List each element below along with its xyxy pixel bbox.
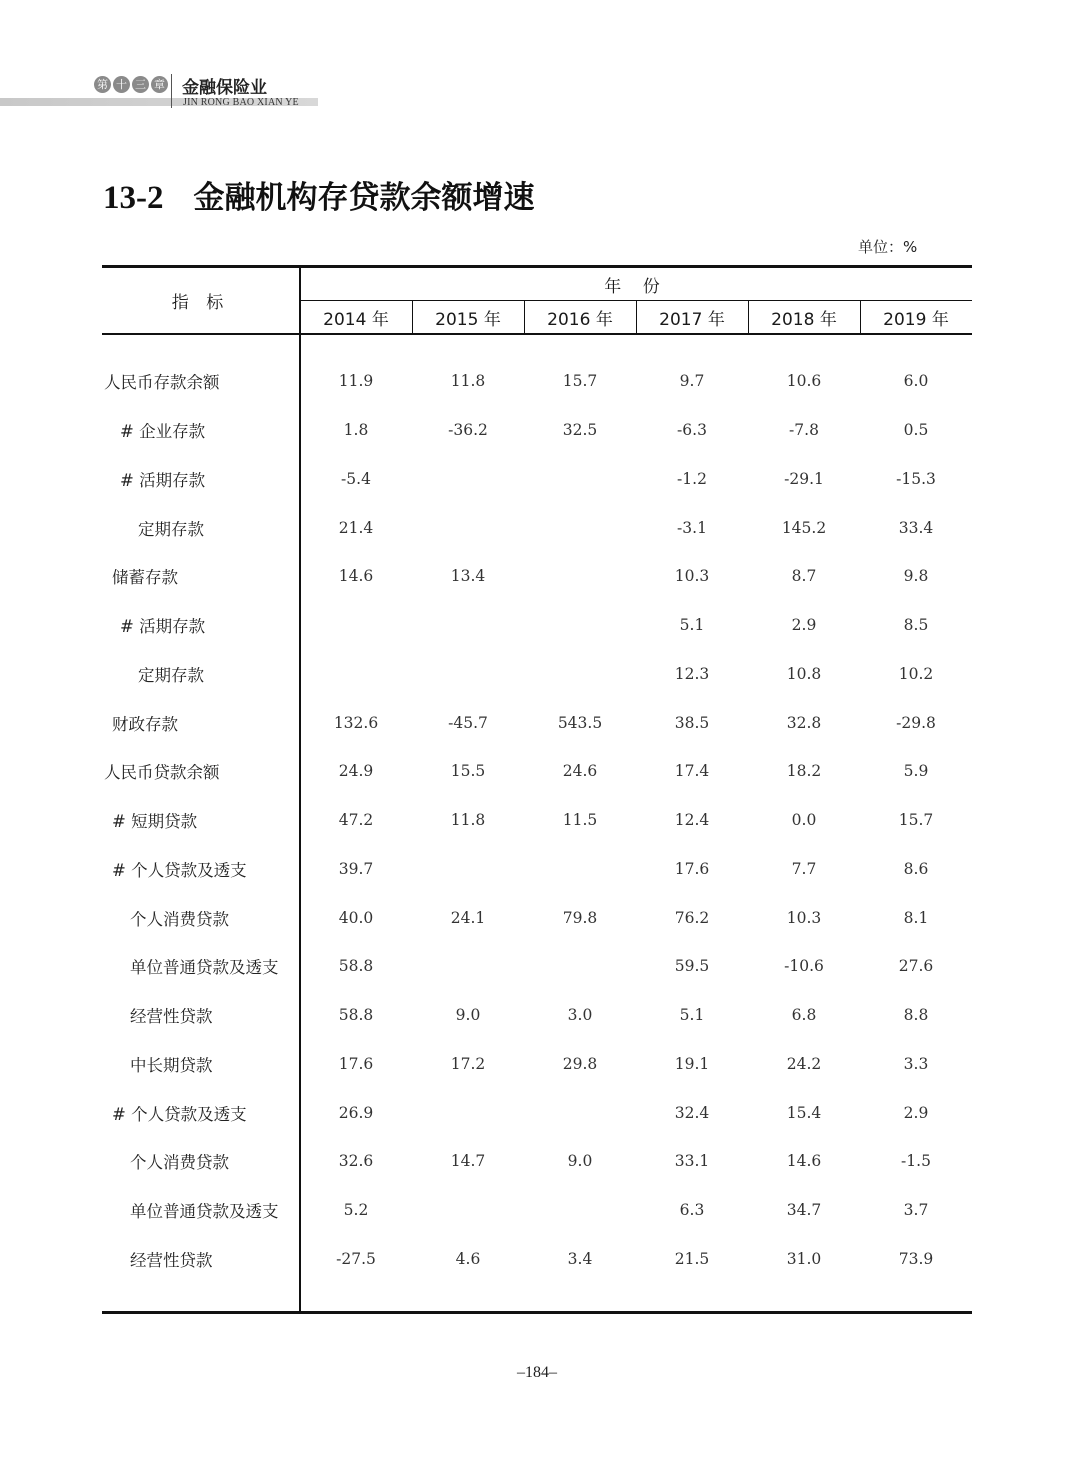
value-cell <box>524 1104 636 1122</box>
value-cell: 17.4 <box>674 762 710 781</box>
value-cell: 0.5 <box>903 421 929 440</box>
table-bottom-rule <box>102 1311 972 1314</box>
value-cell <box>300 665 412 683</box>
row-label: # 活期存款 <box>120 617 206 637</box>
table-row <box>102 698 972 747</box>
value-cell: 6.8 <box>791 1006 817 1025</box>
value-cell: 3.7 <box>903 1201 929 1220</box>
value-cell: 8.7 <box>791 567 817 586</box>
value-cell: -29.8 <box>896 713 936 732</box>
value-cell: 26.9 <box>338 1103 374 1122</box>
value-cell: 5.1 <box>679 616 705 635</box>
row-values <box>300 957 972 975</box>
row-values <box>300 762 972 780</box>
value-cell <box>300 616 412 634</box>
value-cell: 32.4 <box>674 1103 710 1122</box>
table-row <box>102 1137 972 1186</box>
value-cell: 24.6 <box>562 762 598 781</box>
value-cell <box>412 665 524 683</box>
row-label: # 活期存款 <box>120 470 206 490</box>
row-label: # 短期贷款 <box>112 812 198 832</box>
value-cell: 21.4 <box>338 518 374 537</box>
page-title <box>103 172 535 217</box>
table-row <box>102 747 972 796</box>
row-values <box>300 909 972 927</box>
value-cell: 32.5 <box>562 421 598 440</box>
chapter-badge <box>94 76 168 93</box>
chapter-char: 章 <box>151 76 168 93</box>
value-cell: -36.2 <box>448 421 488 440</box>
value-cell: -15.3 <box>896 469 936 488</box>
value-cell: 29.8 <box>562 1054 598 1073</box>
value-cell <box>412 1201 524 1219</box>
row-label: 人民币贷款余额 <box>104 763 220 783</box>
value-cell: 24.9 <box>338 762 374 781</box>
value-cell: -7.8 <box>789 421 819 440</box>
value-cell: 5.2 <box>343 1201 369 1220</box>
value-cell: 15.7 <box>562 372 598 391</box>
value-cell: 14.7 <box>450 1152 486 1171</box>
value-cell: 17.6 <box>338 1054 374 1073</box>
value-cell: 12.4 <box>674 811 710 830</box>
value-cell <box>524 665 636 683</box>
year-header-row <box>300 301 972 333</box>
year-header-cell: 2014 年 <box>323 309 389 330</box>
value-cell: 8.5 <box>903 616 929 635</box>
row-label: 个人消费贷款 <box>130 1153 229 1173</box>
value-cell: 2.9 <box>791 616 817 635</box>
row-label: 经营性贷款 <box>130 1250 213 1270</box>
row-values <box>300 421 972 439</box>
value-cell <box>524 1201 636 1219</box>
row-values <box>300 1152 972 1170</box>
value-cell: 17.2 <box>450 1054 486 1073</box>
year-header-cell: 2019 年 <box>883 309 949 330</box>
value-cell: 3.4 <box>567 1249 593 1268</box>
value-cell: -1.5 <box>901 1152 931 1171</box>
value-cell: 8.6 <box>903 859 929 878</box>
value-cell <box>412 957 524 975</box>
indicator-header: 指 标 <box>171 293 230 313</box>
value-cell: 58.8 <box>338 1006 374 1025</box>
value-cell: 14.6 <box>786 1152 822 1171</box>
value-cell: 11.8 <box>450 372 486 391</box>
value-cell: 21.5 <box>674 1249 710 1268</box>
year-header-cell: 2018 年 <box>771 309 837 330</box>
row-label: 个人消费贷款 <box>130 909 229 929</box>
table-row <box>102 1088 972 1137</box>
value-cell: 24.2 <box>786 1054 822 1073</box>
value-cell: 15.5 <box>450 762 486 781</box>
value-cell: 10.8 <box>786 664 822 683</box>
value-cell: 3.3 <box>903 1054 929 1073</box>
value-cell: 17.6 <box>674 859 710 878</box>
value-cell: 10.2 <box>898 664 934 683</box>
table-body <box>102 357 972 1283</box>
value-cell: 15.7 <box>898 811 934 830</box>
row-values <box>300 616 972 634</box>
value-cell: -6.3 <box>677 421 707 440</box>
value-cell: 34.7 <box>786 1201 822 1220</box>
row-label: 定期存款 <box>138 665 204 685</box>
page-number: –184– <box>517 1364 557 1381</box>
row-label: 定期存款 <box>138 519 204 539</box>
table-row <box>102 942 972 991</box>
value-cell: 10.3 <box>786 908 822 927</box>
value-cell: 15.4 <box>786 1103 822 1122</box>
value-cell: 40.0 <box>338 908 374 927</box>
value-cell: -5.4 <box>341 469 371 488</box>
value-cell: 33.4 <box>898 518 934 537</box>
value-cell <box>412 860 524 878</box>
section-title-en: JIN RONG BAO XIAN YE <box>183 97 299 108</box>
table-row <box>102 893 972 942</box>
value-cell: 12.3 <box>674 664 710 683</box>
header-divider <box>171 74 172 108</box>
row-values <box>300 1250 972 1268</box>
value-cell: 32.8 <box>786 713 822 732</box>
value-cell: 11.8 <box>450 811 486 830</box>
value-cell: 8.8 <box>903 1006 929 1025</box>
row-label: 储蓄存款 <box>112 568 178 588</box>
year-header-cell: 2016 年 <box>547 309 613 330</box>
row-label: 中长期贷款 <box>130 1055 213 1075</box>
year-header-cell: 2017 年 <box>659 309 725 330</box>
value-cell: 3.0 <box>567 1006 593 1025</box>
table-row <box>102 1186 972 1235</box>
value-cell: 24.1 <box>450 908 486 927</box>
row-values <box>300 567 972 585</box>
value-cell: 10.6 <box>786 372 822 391</box>
value-cell: -45.7 <box>448 713 488 732</box>
row-values <box>300 1201 972 1219</box>
value-cell: 5.1 <box>679 1006 705 1025</box>
value-cell <box>412 1104 524 1122</box>
value-cell: 39.7 <box>338 859 374 878</box>
row-label: 财政存款 <box>112 714 178 734</box>
value-cell: 58.8 <box>338 957 374 976</box>
row-values <box>300 665 972 683</box>
value-cell: 6.0 <box>903 372 929 391</box>
table-row <box>102 991 972 1040</box>
value-cell: 9.0 <box>567 1152 593 1171</box>
value-cell: 132.6 <box>333 713 379 732</box>
row-label: 单位普通贷款及透支 <box>130 958 279 978</box>
value-cell <box>524 860 636 878</box>
row-values <box>300 519 972 537</box>
value-cell: 73.9 <box>898 1249 934 1268</box>
value-cell <box>524 957 636 975</box>
value-cell: -27.5 <box>336 1249 376 1268</box>
value-cell <box>412 616 524 634</box>
value-cell: 6.3 <box>679 1201 705 1220</box>
value-cell: 7.7 <box>791 859 817 878</box>
row-label: 人民币存款余额 <box>104 373 220 393</box>
row-values <box>300 470 972 488</box>
value-cell: -10.6 <box>784 957 824 976</box>
value-cell <box>412 519 524 537</box>
value-cell: 11.5 <box>562 811 598 830</box>
value-cell: 8.1 <box>903 908 929 927</box>
value-cell: -3.1 <box>677 518 707 537</box>
value-cell: 38.5 <box>674 713 710 732</box>
year-group-header: 年 份 <box>604 276 668 297</box>
section-title-cn: 金融保险业 <box>182 78 267 98</box>
value-cell: 79.8 <box>562 908 598 927</box>
unit-label: 单位：% <box>858 238 918 256</box>
table-row <box>102 455 972 504</box>
value-cell: 13.4 <box>450 567 486 586</box>
table-row <box>102 1040 972 1089</box>
value-cell: -1.2 <box>677 469 707 488</box>
row-label: 单位普通贷款及透支 <box>130 1202 279 1222</box>
row-values <box>300 811 972 829</box>
value-cell: 59.5 <box>674 957 710 976</box>
value-cell: 32.6 <box>338 1152 374 1171</box>
table-title: 金融机构存贷款余额增速 <box>193 180 535 216</box>
header-bottom-rule <box>102 333 972 335</box>
table-row <box>102 357 972 406</box>
chapter-char: 第 <box>94 76 111 93</box>
value-cell: 9.0 <box>455 1006 481 1025</box>
table-row <box>102 601 972 650</box>
value-cell: 145.2 <box>781 518 827 537</box>
value-cell: 33.1 <box>674 1152 710 1171</box>
table-row <box>102 650 972 699</box>
row-values <box>300 1104 972 1122</box>
table-row <box>102 845 972 894</box>
value-cell: 18.2 <box>786 762 822 781</box>
value-cell: 31.0 <box>786 1249 822 1268</box>
value-cell <box>524 567 636 585</box>
value-cell: 76.2 <box>674 908 710 927</box>
value-cell: 10.3 <box>674 567 710 586</box>
row-values <box>300 714 972 732</box>
value-cell: 11.9 <box>338 372 374 391</box>
value-cell: 5.9 <box>903 762 929 781</box>
row-label: 经营性贷款 <box>130 1007 213 1027</box>
table-row <box>102 552 972 601</box>
value-cell <box>524 616 636 634</box>
chapter-char: 十 <box>113 76 130 93</box>
table-row <box>102 406 972 455</box>
year-header-cell: 2015 年 <box>435 309 501 330</box>
row-label: # 个人贷款及透支 <box>112 1104 247 1124</box>
value-cell <box>412 470 524 488</box>
value-cell: 19.1 <box>674 1054 710 1073</box>
table-row <box>102 503 972 552</box>
table-number: 13-2 <box>103 180 164 216</box>
value-cell: 4.6 <box>455 1249 481 1268</box>
row-values <box>300 372 972 390</box>
value-cell: 2.9 <box>903 1103 929 1122</box>
value-cell: 0.0 <box>791 811 817 830</box>
value-cell: 27.6 <box>898 957 934 976</box>
row-values <box>300 1006 972 1024</box>
value-cell <box>524 470 636 488</box>
value-cell: 47.2 <box>338 811 374 830</box>
row-label: # 企业存款 <box>120 422 206 442</box>
table-row <box>102 796 972 845</box>
value-cell: -29.1 <box>784 469 824 488</box>
row-label: # 个人贷款及透支 <box>112 860 247 880</box>
row-values <box>300 1055 972 1073</box>
value-cell: 9.7 <box>679 372 705 391</box>
value-cell <box>524 519 636 537</box>
table-row <box>102 1235 972 1284</box>
value-cell: 1.8 <box>343 421 369 440</box>
value-cell: 543.5 <box>557 713 603 732</box>
chapter-char: 三 <box>132 76 149 93</box>
row-values <box>300 860 972 878</box>
value-cell: 14.6 <box>338 567 374 586</box>
value-cell: 9.8 <box>903 567 929 586</box>
